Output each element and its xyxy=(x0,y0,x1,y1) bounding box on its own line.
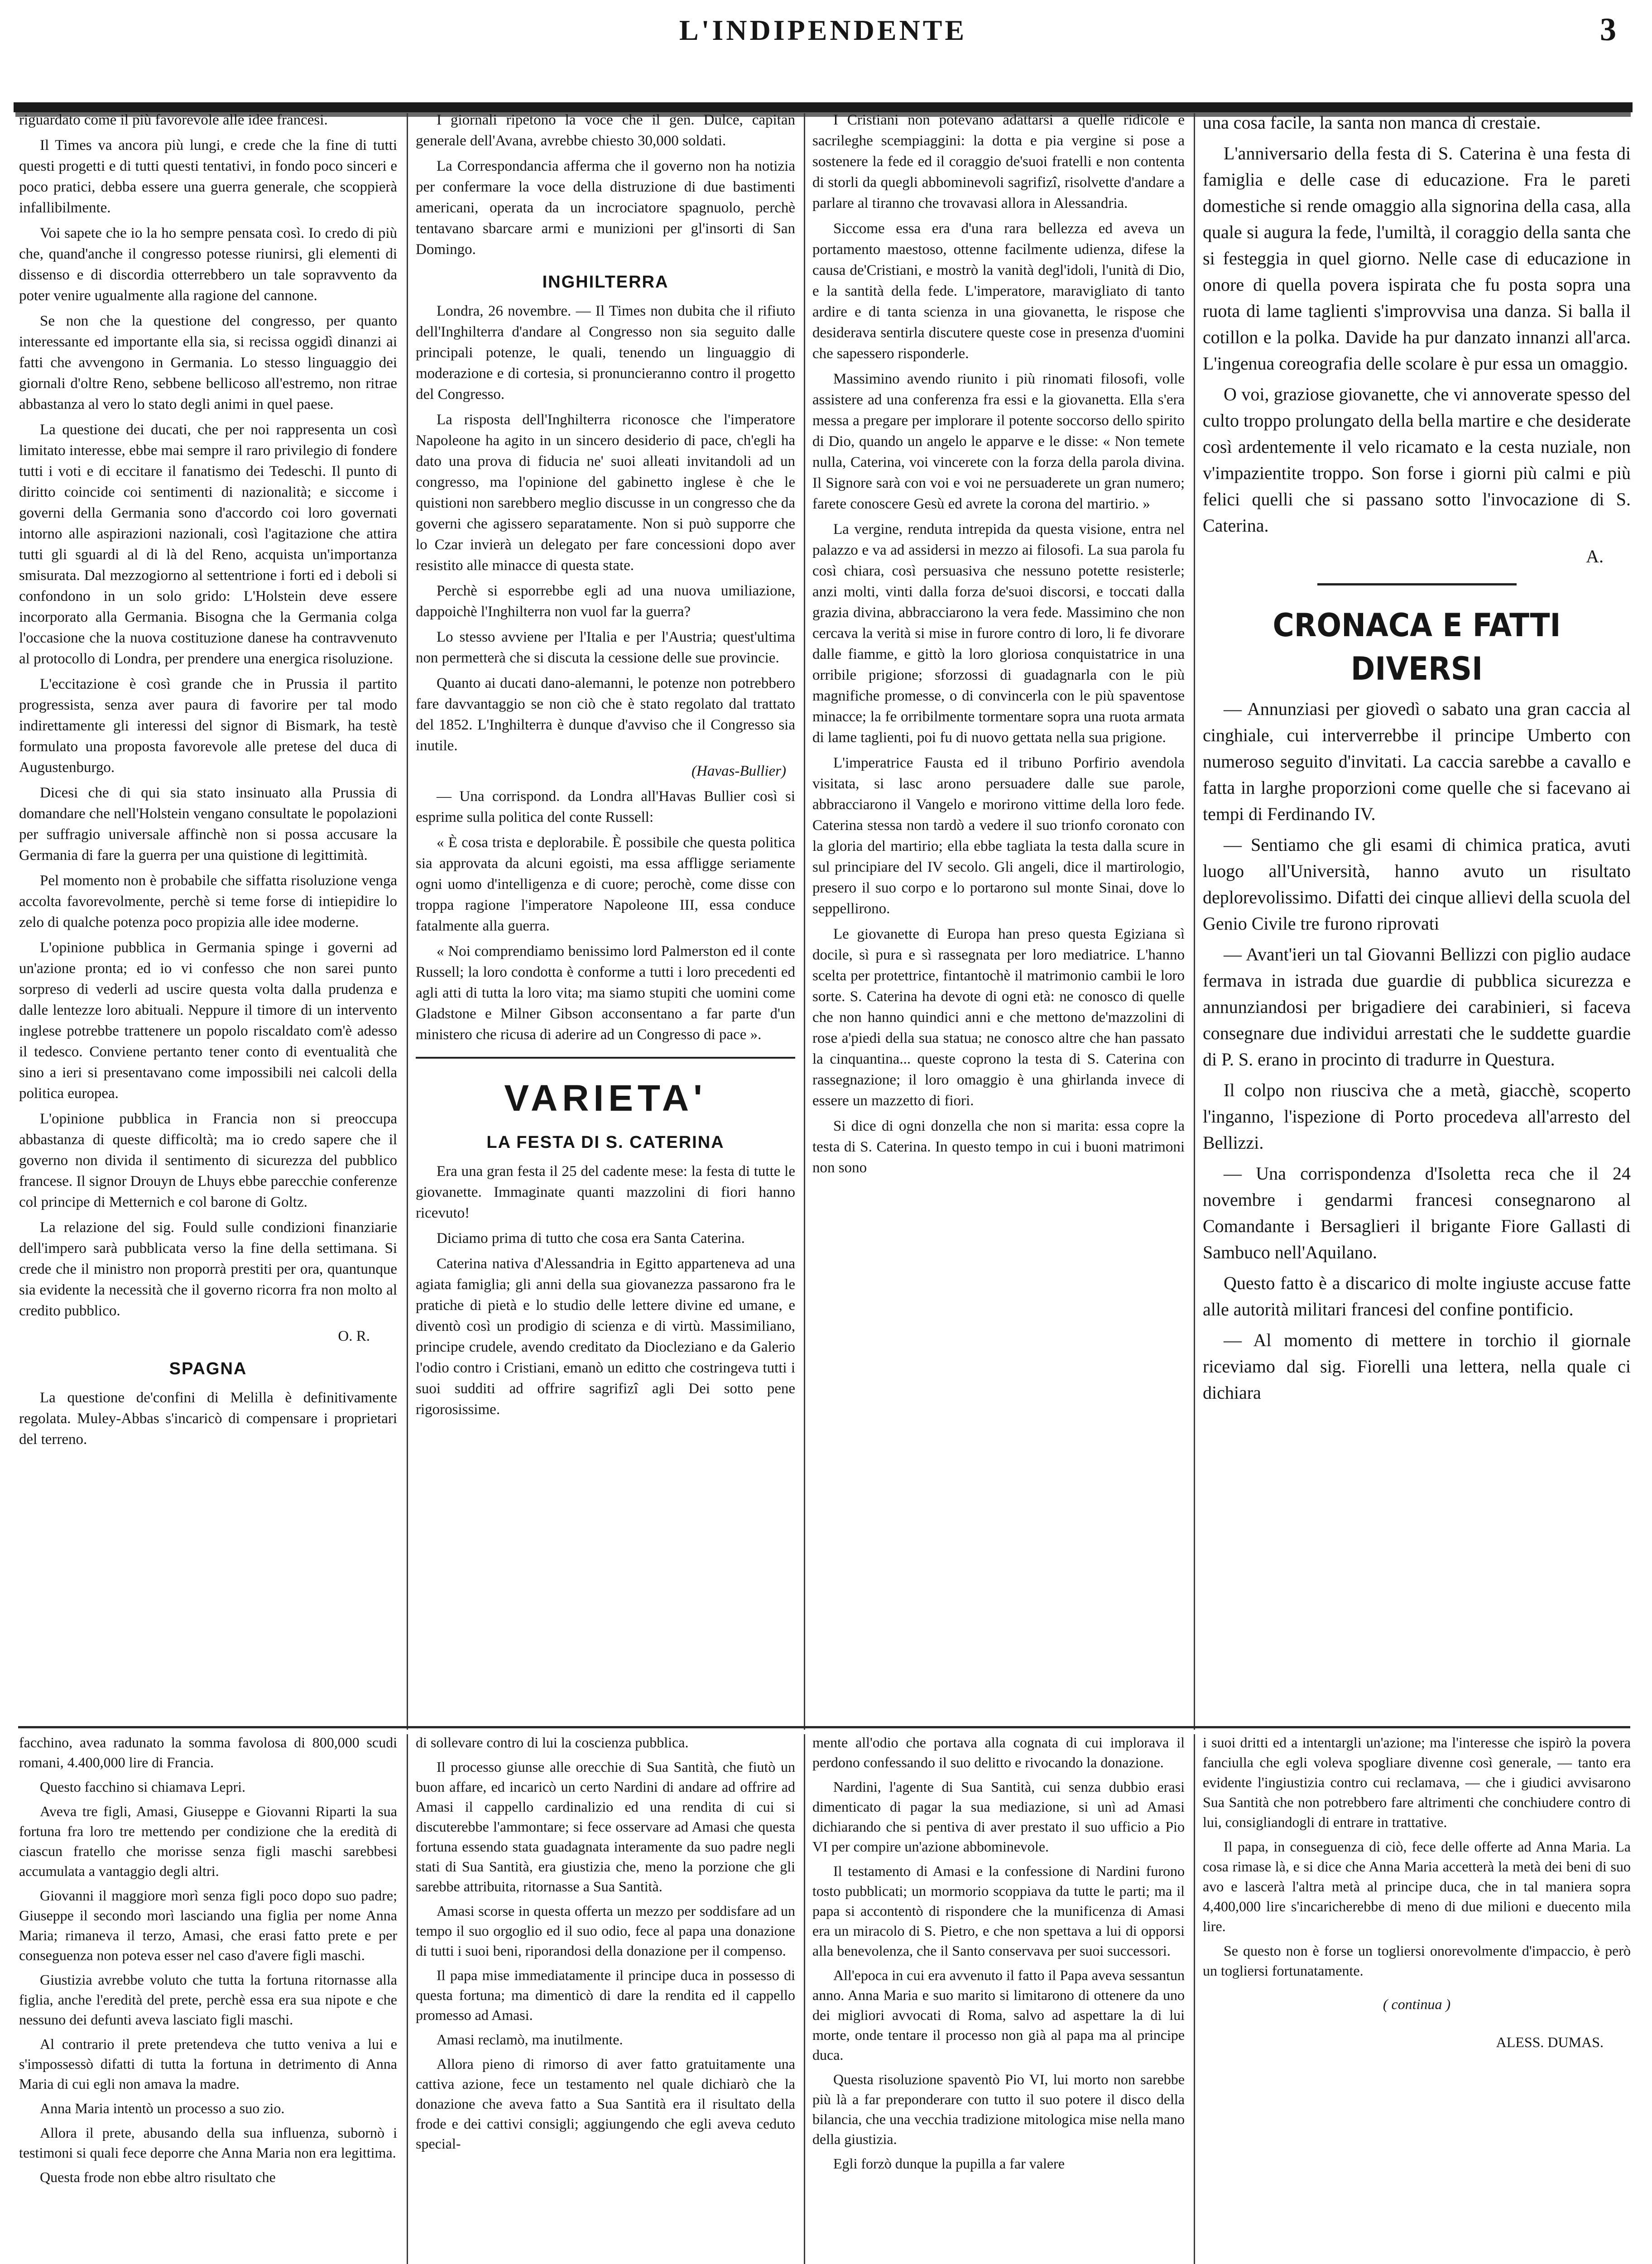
paragraph: O voi, graziose giovanette, che vi annoverate spesso del culto troppo prolungato della bella martire e che desiderate così ardentemente il velo ricamato e la cesta nuziale, non v'impazientite troppo. Son forse i giorni più calmi e più felici quelli che si passano sotto l'invocazione di S. Caterina. xyxy=(1203,384,1631,536)
paragraph: La Correspondancia afferma che il governo non ha notizia per confermare la voce della distruzione di due bastimenti americani, operata da un incrociatore spagnuolo, perchè tentavano sbarcare armi e munizioni per gl'insorti di San Domingo. xyxy=(416,158,795,258)
paragraph: Massimino avendo riunito i più rinomati filosofi, volle assistere ad una conferenza fra essi e la giovanetta. Ella s'era messa a pregare per implorare il potente soccorso dello spirito di Dio, quando un angelo le apparve e le disse: « Non temete nulla, Caterina, voi vincerete con la forza della parola divina. Il Signore sarà con voi e voi ne persuaderete un gran numero; farete conoscere Gesù ed avrete la corona del martirio. » xyxy=(812,371,1185,512)
paragraph: Al contrario il prete pretendeva che tutto veniva a lui e s'impossessò difatti di tutta la fortuna in detrimento di Anna Maria di cui egli non amava la madre. xyxy=(19,2036,397,2092)
paragraph: Questa risoluzione spaventò Pio VI, lui morto non sarebbe più là a far preponderare con tutto il suo potere il disco della bilancia, che una vecchia tradizione mitologica mise nella mano della giustizia. xyxy=(812,2071,1185,2147)
column-4 xyxy=(1203,110,1631,1722)
paragraph: Anna Maria intentò un processo a suo zio. xyxy=(40,2100,285,2116)
paragraph: i suoi dritti ed a intentargli un'azione; ma l'interesse che ispirò la povera fanciulla che egli voleva spogliare divenne così generale, — tanto era evidente l'ingiustizia contro cui reclamava, — che i giudici avvisarono Sua Santità che non potrebbero fare altrimenti che conchiudere contro di lui, consigliandogli di entrare in trattative. xyxy=(1203,1734,1631,1830)
paragraph: Diciamo prima di tutto che cosa era Santa Caterina. xyxy=(437,1230,745,1247)
feuilleton-rule xyxy=(18,1726,1630,1728)
paragraph: Allora il prete, abusando della sua influenza, subornò i testimoni si quali fece deporre che Anna Maria non era legittima. xyxy=(19,2125,397,2161)
column-1 xyxy=(19,110,397,1722)
column-3 xyxy=(812,110,1185,1722)
paragraph: Allora pieno di rimorso di aver fatto gratuitamente una cattiva azione, fece un testamento nel quale dichiarò che la donazione che aveva fatto a Sua Santità era il risultato della frode e dei cattivi consigli; aggiungendo che egli aveva ceduto special- xyxy=(416,2056,795,2152)
paragraph: I giornali ripetono la voce che il gen. Dulce, capitan generale dell'Avana, avrebbe chiesto 30,000 soldati. xyxy=(416,112,795,149)
paragraph: Questo facchino si chiamava Lepri. xyxy=(40,1779,246,1795)
newspaper-title: L'INDIPENDENTE xyxy=(679,14,967,46)
paragraph: La risposta dell'Inghilterra riconosce che l'imperatore Napoleone ha agito in un sincero desiderio di pace, ch'egli ha dato una prova di fiducia ne' suoi alleati invitandoli ad un congresso, ma l'opinione del gabinetto inglese è che le quistioni non sarebbero meglio discusse in un congresso che da governi che agissero separatamente. Non si può supporre che lo Czar invierà un delegato per fare concessioni dopo aver resistito alle minacce di questa state. xyxy=(416,412,795,574)
paragraph: Il processo giunse alle orecchie di Sua Santità, che fiutò un buon affare, ed incaricò un certo Nardini di andare ad offrire ad Amasi il cappello cardinalizio ed una rendita di cui si discuterebbe l'ammontare; si fece osservare ad Amasi che questa fortuna essendo stata guadagnata interamente da suo padre negli stati di Sua Santità, era giustizia che, meno la porzione che gli sarebbe attribuita, ritornasse a Sua Santità. xyxy=(416,1759,795,1895)
paragraph: All'epoca in cui era avvenuto il fatto il Papa aveva sessantun anno. Anna Maria e suo marito si limitarono di ottenere da uno dei migliori avvocati di Roma, salvo ad aspettare la di lui morte, onde tentare il processo non già al papa ma al principe duca. xyxy=(812,1967,1185,2063)
paragraph: — Una corrispond. da Londra all'Havas Bullier così si esprime sulla politica del conte Russell: xyxy=(416,788,795,825)
feuilleton-column-3 xyxy=(812,1732,1185,2264)
paragraph: Se non che la questione del congresso, per quanto interessante ed importante ella sia, si recissa oggidì dinanzi ai fatti che avvengono in Germania. Lo stesso linguaggio dei giornali d'oltre Reno, sebbene bellicoso all'estremo, non ritrae abbastanza al vero lo stato degli animi in quel paese. xyxy=(19,313,397,413)
paragraph: Lo stesso avviene per l'Italia e per l'Austria; quest'ultima non permetterà che si discuta la cessione delle sue provincie. xyxy=(416,629,795,666)
paragraph: Il testamento di Amasi e la confessione di Nardini furono tosto pubblicati; un mormorio scoppiava da tutte le parti; ma il papa si accontentò di rispondere che la munificenza di Amasi era un miracolo di S. Pietro, e che non spettava a lui di opporsi alla benevolenza, che il Santo conservava per suoi successori. xyxy=(812,1863,1185,1959)
paragraph: Nardini, l'agente di Sua Santità, cui senza dubbio erasi dimenticato di pagar la sua mediazione, si unì ad Amasi dichiarando che si pentiva di aver prestato il suo ufficio a Pio VI per compire un'azione abbominevole. xyxy=(812,1779,1185,1855)
paragraph: Quanto ai ducati dano-alemanni, le potenze non potrebbero fare davvantaggio se non ciò che è stato regolato dal trattato del 1852. L'Inghilterra è dunque d'avviso che il Congresso sia inutile. xyxy=(416,675,795,754)
column-rule xyxy=(1194,1734,1195,2264)
paragraph: — Una corrispondenza d'Isoletta reca che il 24 novembre i gendarmi francesi consegnarono al Comandante i Bersaglieri il brigante Fiore Gallasti di Sambuco nell'Aquilano. xyxy=(1203,1163,1631,1262)
paragraph: Perchè si esporrebbe egli ad una nuova umiliazione, dappoichè l'Inghilterra non vuol far la guerra? xyxy=(416,583,795,620)
feuilleton-column-2 xyxy=(416,1732,795,2264)
paragraph: Le giovanette di Europa han preso questa Egiziana sì docile, sì pura e sì rassegnata per loro mediatrice. L'hanno scelta per protettrice, fintantochè il matrimonio cambii le loro sorte. S. Caterina ha devote di ogni età: ne conosco di quelle che non hanno quindici anni e che mettono de'mazzolini di rose a'piedi della sua statua; ne conosco altre che han passato la cinquantina... queste coprono la testa di S. Caterina con rassegnazione; il loro omaggio è una ghirlanda invece di essere un mazzetto di fiori. xyxy=(812,926,1185,1109)
paragraph: « È cosa trista e deplorabile. È possibile che questa politica sia approvata da alcuni egoisti, ma essa affligge seriamente ogni uomo d'intelligenza e di cuore; perochè, come disse con troppa ragione l'imperatore Napoleone III, essa conduce fatalmente alla guerra. xyxy=(416,835,795,934)
paragraph: Amasi reclamò, ma inutilmente. xyxy=(437,2031,623,2048)
section-heading: SPAGNA xyxy=(169,1359,247,1378)
column-rule xyxy=(804,113,805,1730)
paragraph: Questa frode non ebbe altro risultato che xyxy=(40,2169,276,2185)
paragraph: — Al momento di mettere in torchio il giornale riceviamo dal sig. Fiorelli una lettera, nella quale ci dichiara xyxy=(1203,1330,1631,1403)
feuilleton-column-4 xyxy=(1203,1732,1631,2264)
news-source: (Havas-Bullier) xyxy=(692,763,786,779)
signature: A. xyxy=(1586,546,1604,566)
paragraph: Il papa mise immediatamente il principe duca in possesso di questa fortuna; ma dimenticò di dare la rendita ed il cappello promesso ad Amasi. xyxy=(416,1967,795,2023)
paragraph: mente all'odio che portava alla cognata di cui implorava il perdono confessando il suo delitto e rivocando la donazione. xyxy=(812,1734,1185,1770)
column-rule xyxy=(804,1734,805,2264)
paragraph: La vergine, renduta intrepida da questa visione, entra nel palazzo e va ad assidersi in mezzo ai filosofi. La sua parola fu così chiara, così persuasiva che nessuno potette resisterle; anzi molti, vinti dalla forza de'suoi discorsi, e toccati dalla grazia divina, abbracciarono la vera fede. Massimino che non cercava la verità si mise in furore contro di loro, li fe divorare dalle fiamme, e gittò la loro gloriosa conquistatrice in una orribile prigione; sforzossi di guadagnarla con le più magnifiche promesse, o di convincerla con le più spaventose minacce; la fe orribilmente tormentare sopra una ruota armata di lame taglienti, poi fu di nuovo gettata nella sua prigione. xyxy=(812,521,1185,746)
paragraph: Giustizia avrebbe voluto che tutta la fortuna ritornasse alla figlia, anche l'eredità del prete, perchè essa era sua nipote e che nessuno dei defunti aveva lasciato figli maschi. xyxy=(19,1971,397,2028)
paragraph: La questione dei ducati, che per noi rappresenta un così limitato interesse, ebbe mai sempre il raro privilegio di fondere tutti i voti e di eccitare il fanatismo dei Tedeschi. Il punto di diritto coincide coi sentimenti di nazionalità; e siccome i governi della Germania sono d'accordo coi loro governati intorno alle aspirazioni nazionali, così l'agitazione che attira tutti gli sguardi al di là del Reno, acquista un'importanza smisurata. Dal mezzogiorno al settentrione i forti ed i deboli si confondono in un solo grido: L'Holstein deve essere incorporato alla Germania. Bisogna che la Germania colga l'occasione che la nuova costituzione danese ha contravvenuto al protocollo di Londra, per prendere una energica risoluzione. xyxy=(19,422,397,667)
paragraph: Giovanni il maggiore morì senza figli poco dopo suo padre; Giuseppe il secondo morì lasciando una figlia per nome Anna Maria; rimaneva il terzo, Amasi, che erasi fatto prete e per conseguenza non poteva esser nel caso d'avere figli maschi. xyxy=(19,1887,397,1963)
column-rule xyxy=(407,1734,408,2264)
paragraph: L'eccitazione è così grande che in Prussia il partito progressista, senza aver paura di favorire per tal modo indirettamente gli interessi del signor di Bismark, ha testè formulato una proposta favorevole alle pretese del duca di Augustenburgo. xyxy=(19,676,397,776)
paragraph: Se questo non è forse un togliersi onorevolmente d'impaccio, è però un togliersi fortunatamente. xyxy=(1203,1943,1631,1979)
section-rule xyxy=(1317,583,1517,585)
paragraph: facchino, avea radunato la somma favolosa di 800,000 scudi romani, 4.400,000 lire di Francia. xyxy=(19,1734,397,1770)
paragraph: Il colpo non riusciva che a metà, giacchè, scoperto l'inganno, l'ispezione di Porto procedeva all'arresto del Bellizzi. xyxy=(1203,1080,1631,1153)
paragraph: « Noi comprendiamo benissimo lord Palmerston ed il conte Russell; la loro condotta è conforme a tutti i loro precedenti ed agli atti di tutta la loro vita; ma siamo stupiti che uomini come Gladstone e Milner Gibson acconsentano a far parte d'un ministero che ricusa di aderire ad un Congresso di pace ». xyxy=(416,943,795,1043)
paragraph: L'imperatrice Fausta ed il tribuno Porfirio avendola visitata, si lasc arono persuadere dalle sue parole, abbracciarono il Vangelo e morirono vittime della loro fede. Caterina stessa non tardò a vedere il suo trionfo coronato con la gloria del martirio; ella ebbe tagliata la testa dalla scure in sul principiare del IV secolo. Gli angeli, dice il martirologio, presero il suo corpo e lo portarono sul monte Sinai, dove lo seppellirono. xyxy=(812,755,1185,917)
column-rule xyxy=(407,113,408,1730)
paragraph: Siccome essa era d'una rara bellezza ed aveva un portamento maestoso, ottenne facilmente udienza, difese la causa de'Cristiani, e mostrò la vanità degl'idoli, l'unità di Dio, e la santità della fede. L'imperatore, maravigliato di tanto ardire e di tanta scienza in una giovanetta, le rispose che desiderava sentirla discutere queste cose in presenza d'uomini che sapessero risponderle. xyxy=(812,221,1185,362)
varieta-heading: VARIETA' xyxy=(504,1078,707,1119)
paragraph: Pel momento non è probabile che siffatta risoluzione venga accolta favorevolmente, perchè si teme forse di intiepidire lo zelo di qualche potenza poco propizia alle idee moderne. xyxy=(19,873,397,931)
paragraph: Voi sapete che io la ho sempre pensata così. Io credo di più che, quand'anche il congresso potesse riunirsi, gli elementi di dissenso e di discordia otterrebbero un tale sopravvento da poter venire ugualmente alla ragione del cannone. xyxy=(19,225,397,304)
author-signature: ALESS. DUMAS. xyxy=(1496,2034,1604,2050)
paragraph: Caterina nativa d'Alessandria in Egitto apparteneva ad una agiata famiglia; gli anni della sua giovanezza passarono fra le pratiche di pietà e lo studio delle lettere divine ed umane, e diventò così un prodigio di scienza e di virtù. Massimiliano, principe crudele, avendo creditato da Diocleziano e da Galerio l'odio contro i Cristiani, emanò un editto che costringeva tutti i suoi sudditi ad offrire sagrifizî agli Dei sotto pene rigorosissime. xyxy=(416,1256,795,1418)
paragraph: riguardato come il più favorevole alle idee francesi. xyxy=(19,112,328,128)
feuilleton-column-1 xyxy=(19,1732,397,2264)
paragraph: Il Times va ancora più lungi, e crede che la fine di tutti questi progetti e di tutti questi tentativi, in fondo poco sinceri e poco pratici, debba essere una guerra generale, che scoppierà infallibilmente. xyxy=(19,137,397,216)
column-2 xyxy=(416,110,795,1722)
paragraph: Dicesi che di qui sia stato insinuato alla Prussia di domandare che nell'Holstein vengano consultate le popolazioni per suffragio universale affinchè non si possa accusare la Germania di fare la guerra per una quistione di legittimità. xyxy=(19,785,397,863)
paragraph: — Sentiamo che gli esami di chimica pratica, avuti luogo all'Università, hanno avuto un risultato deplorevolissimo. Difatti dei cinque allievi della scuola del Genio Civile tre furono riprovati xyxy=(1203,835,1631,934)
section-heading: LA FESTA DI S. CATERINA xyxy=(486,1133,725,1152)
paragraph: Si dice di ogni donzella che non si marita: essa copre la testa di S. Caterina. In questo tempo in cui i buoni matrimoni non sono xyxy=(812,1118,1185,1176)
paragraph: La relazione del sig. Fould sulle condizioni finanziarie dell'impero sarà pubblicata verso la fine della settimana. Si crede che il ministro non proporrà prestiti per ora, quantunque sia evidente la necessità che il governo ricorra fra non molto al credito pubblico. xyxy=(19,1219,397,1319)
paragraph: I Cristiani non potevano adattarsi a quelle ridicole e sacrileghe scempiaggini: la dotta e pia vergine si pose a sostenere la fede ed il coraggio de'suoi fratelli e non contenta di storli da quegli abbominevoli sagrifizî, risolvette d'andare a parlare al tiranno che trovavasi allora in Alessandria. xyxy=(812,112,1185,211)
section-heading: INGHILTERRA xyxy=(542,273,669,292)
paragraph: — Avant'ieri un tal Giovanni Bellizzi con piglio audace fermava in istrada due guardie di pubblica sicurezza e annunziandosi per brigadiere dei carabinieri, si faceva consegnare due individui arrestati che le suddette guardie di P. S. erano in procinto di tradurre in Questura. xyxy=(1203,944,1631,1070)
paragraph: Questo fatto è a discarico di molte ingiuste accuse fatte alle autorità militari francesi del confine pontificio. xyxy=(1203,1273,1631,1319)
paragraph: di sollevare contro di lui la coscienza pubblica. xyxy=(416,1734,689,1751)
paragraph: Egli forzò dunque la pupilla a far valere xyxy=(833,2155,1065,2172)
paragraph: — Annunziasi per giovedì o sabato una gran caccia al cinghiale, cui interverrebbe il principe Umberto con numeroso seguito d'invitati. La caccia sarebbe a cavallo e fatta in larghe proporzioni come quelle che si facevano ai tempi di Ferdinando IV. xyxy=(1203,699,1631,824)
masthead xyxy=(14,8,1633,126)
paragraph: una cosa facile, la santa non manca di crestaie. xyxy=(1203,112,1541,133)
continued-note: ( continua ) xyxy=(1383,1996,1451,2012)
paragraph: Aveva tre figli, Amasi, Giuseppe e Giovanni Riparti la sua fortuna fra loro tre mettendo per condizione che la eredità di ciascun fratello che morisse senza figli maschi sarebbesi accumulata a vantaggio degli altri. xyxy=(19,1803,397,1879)
signature: O. R. xyxy=(338,1328,370,1344)
section-rule xyxy=(416,1057,795,1059)
column-rule xyxy=(1194,113,1195,1730)
cronaca-heading: CRONACA E FATTI DIVERSI xyxy=(1273,607,1561,687)
paragraph: Londra, 26 novembre. — Il Times non dubita che il rifiuto dell'Inghilterra d'andare al Congresso non sia seguito dalle principali potenze, le quali, tenendo un linguaggio di moderazione e di cortesia, si pronuncieranno contro il progetto del Congresso. xyxy=(416,303,795,403)
paragraph: Amasi scorse in questa offerta un mezzo per soddisfare ad un tempo il suo orgoglio ed il suo odio, fece al papa una donazione di tutti i suoi beni, riporandosi della donazione per il compenso. xyxy=(416,1903,795,1959)
paragraph: L'opinione pubblica in Francia non si preoccupa abbastanza di queste difficoltà; ma io credo sapere che il governo non divida il sentimento di sicurezza del pubblico francese. Il signor Drouyn de Lhuys ebbe parecchie conferenze col principe di Metternich e col barone di Goltz. xyxy=(19,1111,397,1210)
paragraph: Il papa, in conseguenza di ciò, fece delle offerte ad Anna Maria. La cosa rimase là, e si dice che Anna Maria accetterà la metà dei beni di suo avo e lascerà l'altra metà al principe duca, che in tal maniera sopra 4,400,000 lire s'incaricherebbe di meno di due milioni e duecento mila lire. xyxy=(1203,1838,1631,1934)
paragraph: La questione de'confini di Melilla è definitivamente regolata. Muley-Abbas s'incaricò di compensare i proprietari del terreno. xyxy=(19,1390,397,1448)
paragraph: Era una gran festa il 25 del cadente mese: la festa di tutte le giovanette. Immaginate quanti mazzolini di fiori hanno ricevuto! xyxy=(416,1163,795,1221)
paragraph: L'anniversario della festa di S. Caterina è una festa di famiglia e delle case di educazione. Fra le pareti domestiche si rende omaggio alla signorina della casa, alla quale si augura la fede, l'umiltà, il coraggio della santa che si festeggia in quel giorno. Nelle case di educazione in onore di quella povera ispirata che fu posta sopra una ruota di lame taglienti s'improvvisa una danza. Si balla il cotillon e la polka. Davide ha pur danzato innanzi all'arca. L'ingenua coreografia delle scolare è pur essa un omaggio. xyxy=(1203,143,1631,374)
page-number: 3 xyxy=(1600,11,1616,48)
paragraph: L'opinione pubblica in Germania spinge i governi ad un'azione pronta; ed io vi confesso che non sarei punto sorpreso di vederli ad uscire questa volta dalla prudenza e dalle lentezze loro abituali. Neppure il timore di un intervento inglese potrebbe trattenere un popolo riscaldato com'è adesso il tedesco. Conviene pertanto tener conto di eventualità che sino a ieri si presentavano come impossibili nei calcoli della politica europea. xyxy=(19,940,397,1102)
